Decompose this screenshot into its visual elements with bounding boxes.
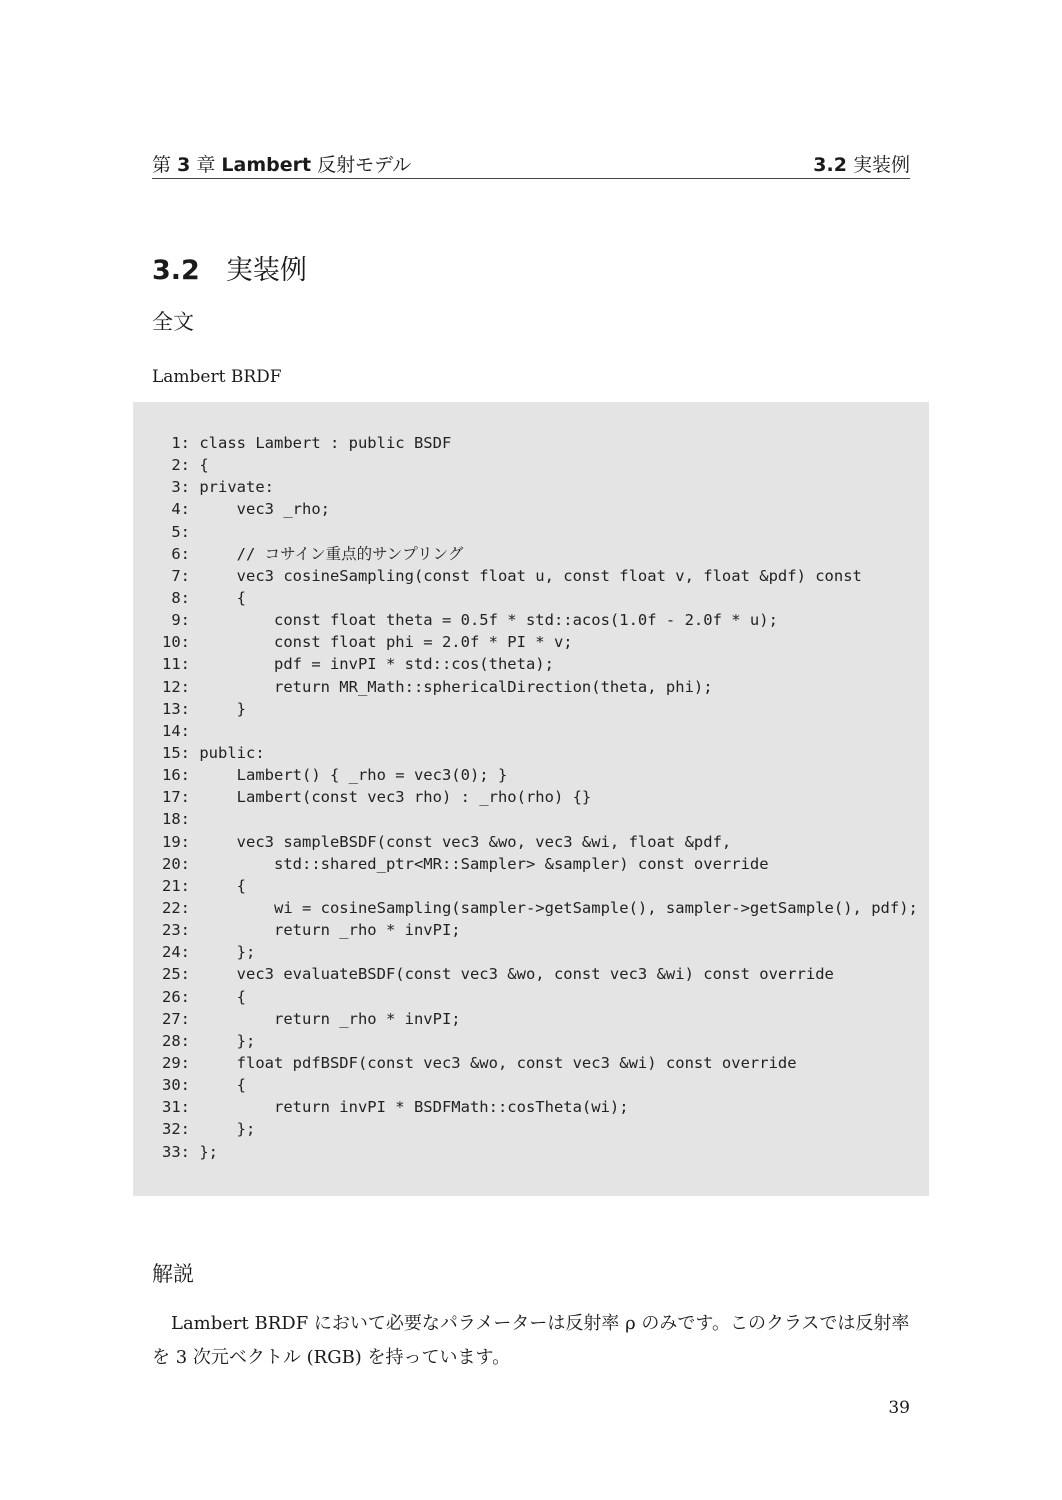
line-number: 3: [171, 478, 190, 497]
line-number: 17: [162, 788, 190, 807]
line-number: 31: [162, 1098, 190, 1117]
code-line [152, 521, 918, 543]
code-text [190, 810, 199, 828]
line-number: 32: [162, 1120, 190, 1139]
line-number: 14: [162, 721, 190, 740]
line-number: 11: [162, 655, 190, 674]
line-number: 27: [162, 1009, 190, 1028]
line-number: 23: [162, 921, 190, 940]
line-number: 25: [162, 965, 190, 984]
code-line [152, 432, 918, 454]
line-number: 5: [171, 522, 190, 541]
code-line [152, 565, 918, 587]
line-number: 2: [171, 456, 190, 475]
code-line [152, 941, 918, 963]
line-number: 30: [162, 1076, 190, 1095]
line-number: 12: [162, 677, 190, 696]
code-text: }; [190, 943, 256, 962]
code-line [152, 742, 918, 764]
code-text: return MR_Math::sphericalDirection(theta, phi); [190, 677, 713, 696]
line-number: 33: [162, 1142, 190, 1161]
code-text: Lambert() { _rho = vec3(0); } [190, 766, 508, 785]
line-number: 20: [162, 854, 190, 873]
section-title: 実装例 [225, 255, 307, 286]
code-text: { [190, 876, 246, 895]
line-number: 24: [162, 943, 190, 962]
code-line [152, 454, 918, 476]
code-caption: Lambert BRDF [152, 367, 282, 387]
line-number: 21: [162, 876, 190, 895]
code-line [152, 831, 918, 853]
line-number: 19: [162, 832, 190, 851]
code-line [152, 1008, 918, 1030]
code-text: vec3 cosineSampling(const float u, const float v, float &pdf) const [190, 566, 862, 585]
code-text: return invPI * BSDFMath::cosTheta(wi); [190, 1098, 629, 1117]
running-section-number: 3.2 [813, 154, 847, 176]
code-text: { [190, 987, 246, 1006]
line-number: 4: [171, 500, 190, 519]
code-line [152, 986, 918, 1008]
code-text: { [190, 456, 209, 475]
code-line [152, 653, 918, 675]
section-number: 3.2 [152, 255, 200, 286]
code-line [152, 720, 918, 742]
code-text: pdf = invPI * std::cos(theta); [190, 655, 554, 674]
code-line [152, 698, 918, 720]
section-heading [152, 248, 307, 287]
code-line [152, 1141, 918, 1163]
code-text: }; [190, 1031, 256, 1050]
code-line [152, 1052, 918, 1074]
line-number: 18: [162, 810, 190, 829]
code-text: return _rho * invPI; [190, 921, 461, 940]
line-number: 8: [171, 588, 190, 607]
code-line [152, 676, 918, 698]
code-line [152, 963, 918, 985]
code-text [190, 523, 199, 541]
line-number: 1: [171, 434, 190, 452]
code-text: return _rho * invPI; [190, 1009, 461, 1028]
code-text: { [190, 1076, 246, 1095]
line-number: 10: [162, 633, 190, 652]
code-text: vec3 _rho; [190, 500, 330, 519]
chapter-name-bold: Lambert [221, 154, 312, 176]
running-head-chapter [152, 150, 411, 177]
code-text: const float theta = 0.5f * std::acos(1.0f - 2.0f * u); [190, 611, 778, 630]
code-line [152, 808, 918, 830]
line-number: 9: [171, 611, 190, 630]
line-number: 16: [162, 766, 190, 785]
line-number: 7: [171, 566, 190, 585]
code-line [152, 1030, 918, 1052]
line-number: 22: [162, 898, 190, 917]
code-text: { [190, 588, 246, 607]
code-line [152, 476, 918, 498]
code-text: class Lambert : public BSDF [190, 434, 452, 452]
chapter-suffix: 章 [196, 154, 216, 176]
code-text: wi = cosineSampling(sampler->getSample(), sampler->getSample(), pdf); [190, 898, 918, 917]
line-number: 13: [162, 699, 190, 718]
code-text: public: [190, 743, 265, 762]
line-number: 6: [171, 544, 190, 563]
code-line [152, 498, 918, 520]
code-line [152, 609, 918, 631]
code-text: vec3 evaluateBSDF(const vec3 &wo, const vec3 &wi) const override [190, 965, 834, 984]
code-line [152, 786, 918, 808]
chapter-prefix: 第 [152, 154, 172, 176]
code-line [152, 875, 918, 897]
code-line [152, 1096, 918, 1118]
code-text: vec3 sampleBSDF(const vec3 &wo, vec3 &wi, float &pdf, [190, 832, 732, 851]
code-listing [152, 432, 918, 1163]
code-line [152, 587, 918, 609]
explanation-body: Lambert BRDF において必要なパラメーターは反射率 ρ のみです。このクラスでは反射率を 3 次元ベクトル (RGB) を持っています。 [152, 1313, 910, 1368]
running-head-section [813, 150, 910, 177]
code-line [152, 897, 918, 919]
line-number: 26: [162, 987, 190, 1006]
code-line [152, 1074, 918, 1096]
code-line [152, 1118, 918, 1140]
code-line [152, 543, 918, 565]
line-number: 29: [162, 1053, 190, 1072]
code-text: private: [190, 478, 274, 497]
running-section-name: 実装例 [852, 154, 910, 176]
chapter-number: 3 [177, 154, 191, 176]
code-text: std::shared_ptr<MR::Sampler> &sampler) const override [190, 854, 769, 873]
code-text: Lambert(const vec3 rho) : _rho(rho) {} [190, 788, 592, 807]
code-text: const float phi = 2.0f * PI * v; [190, 633, 573, 652]
code-text: }; [190, 1120, 256, 1139]
code-text: float pdfBSDF(const vec3 &wo, const vec3 &wi) const override [190, 1053, 797, 1072]
code-text: } [190, 699, 246, 718]
line-number: 28: [162, 1031, 190, 1050]
subsection-title: 全文 [152, 310, 194, 334]
code-text: }; [190, 1142, 218, 1161]
code-line [152, 919, 918, 941]
page-number: 39 [888, 1398, 910, 1418]
chapter-name-rest: 反射モデル [317, 154, 412, 176]
code-line [152, 764, 918, 786]
code-text: // コサイン重点的サンプリング [190, 544, 464, 563]
code-line [152, 631, 918, 653]
code-line [152, 853, 918, 875]
explanation-title: 解説 [152, 1262, 194, 1286]
code-text [190, 722, 199, 740]
running-head [152, 148, 910, 179]
line-number: 15: [162, 743, 190, 762]
